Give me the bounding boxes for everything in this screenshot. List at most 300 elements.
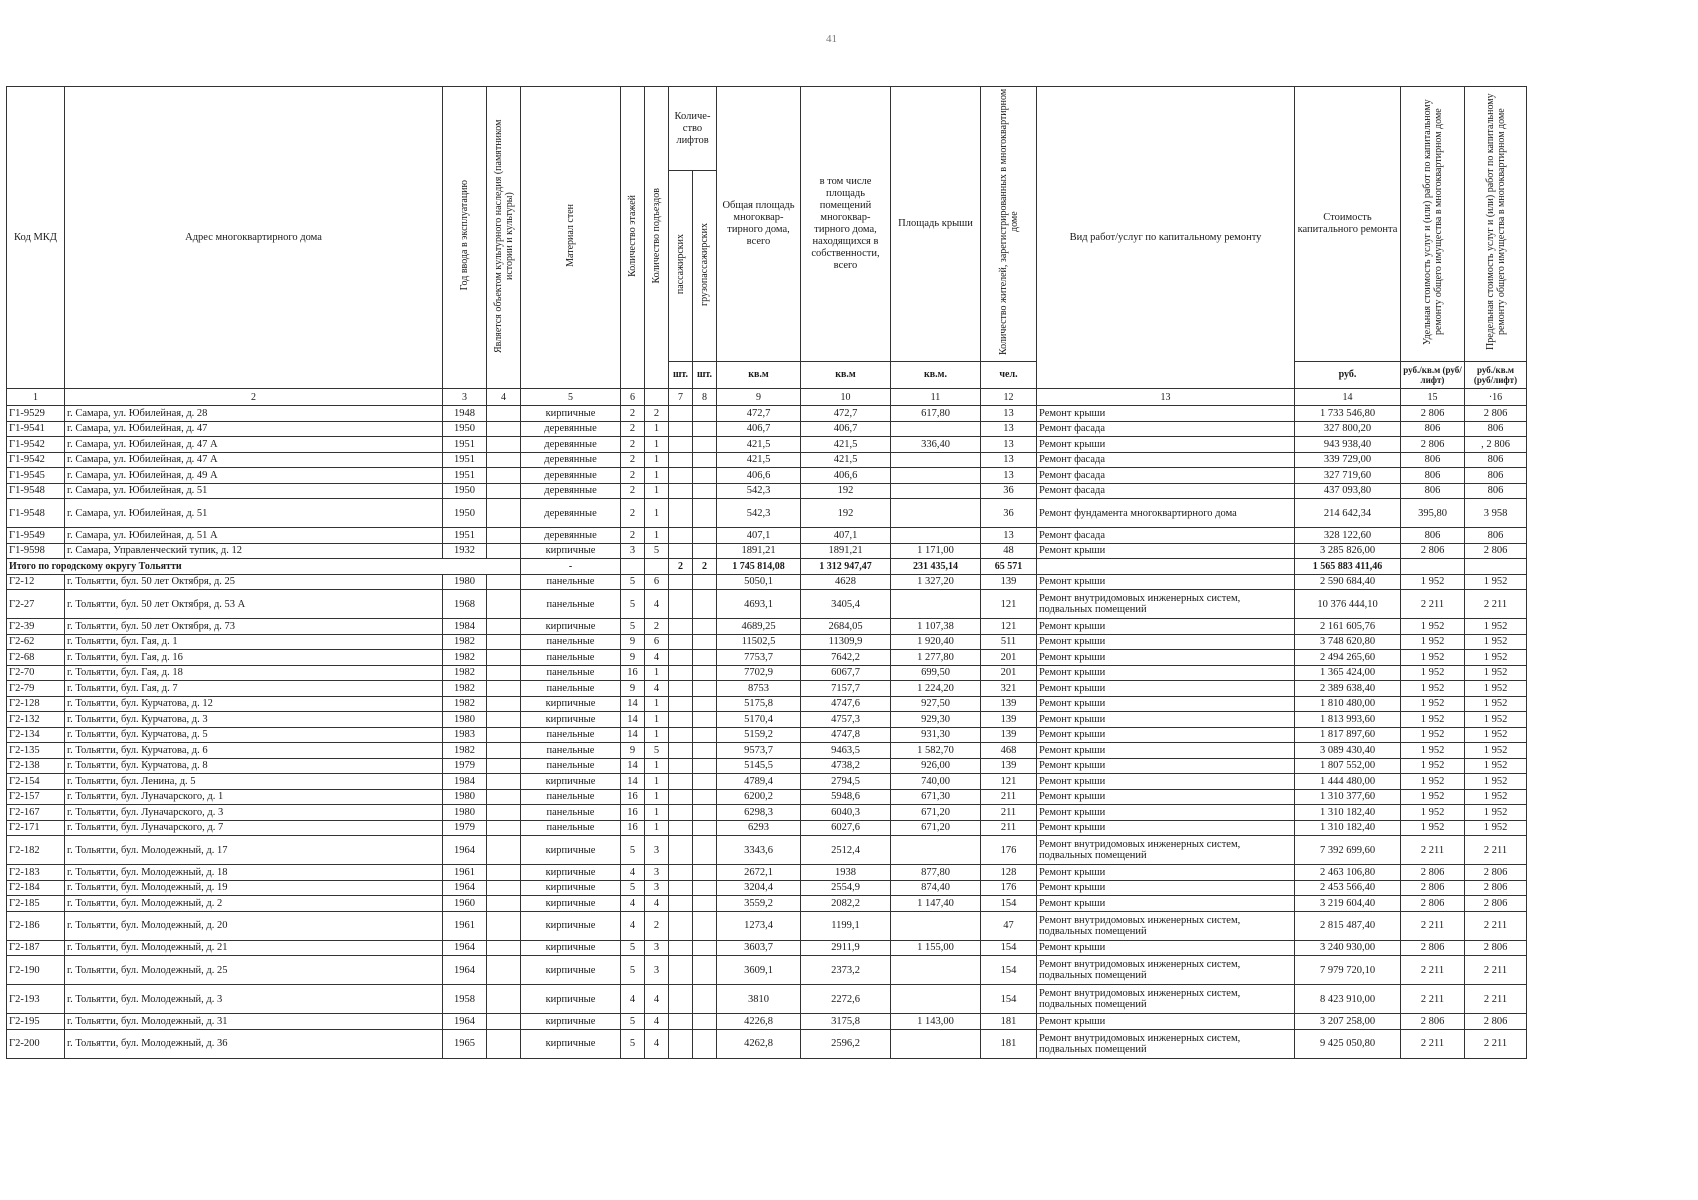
mkd-code-cell: Г2-135 (7, 743, 65, 759)
year-cell: 1950 (443, 483, 487, 499)
floors-cell: 9 (621, 634, 645, 650)
roof-area-cell: 671,20 (891, 805, 981, 821)
address-cell: г. Тольятти, бул. Курчатова, д. 8 (65, 758, 443, 774)
heritage-cell (487, 421, 521, 437)
table-row (7, 758, 1527, 774)
freight-lifts-cell (693, 789, 717, 805)
owned-area-cell: 4747,6 (801, 696, 891, 712)
table-row (7, 681, 1527, 697)
capital-repair-table (6, 86, 1527, 1059)
work-type-cell: Ремонт фасада (1037, 452, 1295, 468)
header-passenger-lifts: пассажирских (669, 171, 693, 362)
table-body (7, 389, 1527, 1059)
roof-area-cell (891, 590, 981, 619)
mkd-code-cell: Г1-9598 (7, 543, 65, 559)
limit-cost-cell: 3 958 (1465, 499, 1527, 528)
limit-cost-cell: , 2 806 (1465, 437, 1527, 453)
col-num: 2 (65, 389, 443, 406)
table-row (7, 619, 1527, 635)
year-cell: 1982 (443, 743, 487, 759)
work-type-cell: Ремонт крыши (1037, 650, 1295, 666)
unit-cost-cell: 1 952 (1401, 650, 1465, 666)
heritage-cell (487, 499, 521, 528)
mkd-code-cell: Г2-68 (7, 650, 65, 666)
col-num: 4 (487, 389, 521, 406)
mkd-code-cell: Г2-185 (7, 896, 65, 912)
total-area-cell: 1273,4 (717, 911, 801, 940)
wall-material-cell: деревянные (521, 437, 621, 453)
floors-cell: 5 (621, 619, 645, 635)
limit-cost-cell: 806 (1465, 421, 1527, 437)
wall-material-cell: кирпичные (521, 774, 621, 790)
passenger-lifts-cell (669, 406, 693, 422)
roof-area-cell: 1 277,80 (891, 650, 981, 666)
total-row (7, 559, 1527, 575)
owned-area-cell: 5948,6 (801, 789, 891, 805)
table-row (7, 499, 1527, 528)
limit-cost-cell: 1 952 (1465, 634, 1527, 650)
freight-lifts-cell (693, 911, 717, 940)
passenger-lifts-cell (669, 985, 693, 1014)
residents-cell: 139 (981, 712, 1037, 728)
unit-cost-cell: 2 806 (1401, 940, 1465, 956)
freight-lifts-cell (693, 406, 717, 422)
year-cell: 1961 (443, 865, 487, 881)
unit-cost-cell: 2 211 (1401, 836, 1465, 865)
table-row (7, 634, 1527, 650)
column-number-row (7, 389, 1527, 406)
freight-lifts-cell (693, 681, 717, 697)
unit-cost-cell: 1 952 (1401, 696, 1465, 712)
year-cell: 1961 (443, 911, 487, 940)
table-row (7, 880, 1527, 896)
header-repair-cost: Стоимость капитального ремонта (1295, 87, 1401, 362)
residents-cell: 211 (981, 789, 1037, 805)
address-cell: г. Тольятти, бул. Молодежный, д. 36 (65, 1029, 443, 1058)
mkd-code-cell: Г2-138 (7, 758, 65, 774)
entrances-cell: 2 (645, 406, 669, 422)
work-type-cell: Ремонт крыши (1037, 665, 1295, 681)
heritage-cell (487, 865, 521, 881)
total-area-cell: 3609,1 (717, 956, 801, 985)
wall-material-cell: кирпичные (521, 696, 621, 712)
header-address: Адрес многоквартирного дома (65, 87, 443, 389)
entrances-cell: 5 (645, 743, 669, 759)
residents-cell: 13 (981, 468, 1037, 484)
total-limit-cell (1465, 559, 1527, 575)
entrances-cell: 1 (645, 712, 669, 728)
owned-area-cell: 4757,3 (801, 712, 891, 728)
entrances-cell: 3 (645, 956, 669, 985)
header-code: Код МКД (7, 87, 65, 389)
roof-area-cell (891, 452, 981, 468)
floors-cell: 9 (621, 743, 645, 759)
total-area-cell: 5175,8 (717, 696, 801, 712)
entrances-cell: 3 (645, 865, 669, 881)
roof-area-cell: 926,00 (891, 758, 981, 774)
address-cell: г. Тольятти, бул. 50 лет Октября, д. 25 (65, 574, 443, 590)
year-cell: 1979 (443, 758, 487, 774)
page-number: 41 (826, 33, 837, 45)
unit-cost-cell: 2 806 (1401, 406, 1465, 422)
year-cell: 1932 (443, 543, 487, 559)
limit-cost-cell: 2 211 (1465, 911, 1527, 940)
mkd-code-cell: Г1-9529 (7, 406, 65, 422)
wall-material-cell: панельные (521, 727, 621, 743)
table-row (7, 911, 1527, 940)
limit-cost-cell: 806 (1465, 483, 1527, 499)
header-lifts: Количе-ство лифтов (669, 87, 717, 171)
year-cell: 1951 (443, 528, 487, 544)
address-cell: г. Тольятти, бул. Луначарского, д. 1 (65, 789, 443, 805)
wall-material-cell: панельные (521, 665, 621, 681)
owned-area-cell: 2512,4 (801, 836, 891, 865)
floors-cell: 5 (621, 590, 645, 619)
residents-cell: 121 (981, 774, 1037, 790)
address-cell: г. Тольятти, бул. Курчатова, д. 12 (65, 696, 443, 712)
residents-cell: 176 (981, 880, 1037, 896)
mkd-code-cell: Г1-9541 (7, 421, 65, 437)
unit-cost-cell: 1 952 (1401, 712, 1465, 728)
wall-material-cell: кирпичные (521, 406, 621, 422)
total-area-cell: 6298,3 (717, 805, 801, 821)
freight-lifts-cell (693, 437, 717, 453)
passenger-lifts-cell (669, 789, 693, 805)
wall-material-cell: кирпичные (521, 985, 621, 1014)
unit-cost-cell: 395,80 (1401, 499, 1465, 528)
limit-cost-cell: 2 806 (1465, 865, 1527, 881)
mkd-code-cell: Г2-70 (7, 665, 65, 681)
passenger-lifts-cell (669, 590, 693, 619)
work-type-cell: Ремонт крыши (1037, 574, 1295, 590)
limit-cost-cell: 1 952 (1465, 696, 1527, 712)
repair-cost-cell: 2 463 106,80 (1295, 865, 1401, 881)
freight-lifts-cell (693, 696, 717, 712)
repair-cost-cell: 8 423 910,00 (1295, 985, 1401, 1014)
heritage-cell (487, 437, 521, 453)
freight-lifts-cell (693, 619, 717, 635)
total-area-cell: 3603,7 (717, 940, 801, 956)
owned-area-cell: 1938 (801, 865, 891, 881)
table-row (7, 574, 1527, 590)
work-type-cell: Ремонт фасада (1037, 528, 1295, 544)
col-num: 12 (981, 389, 1037, 406)
entrances-cell: 1 (645, 499, 669, 528)
heritage-cell (487, 743, 521, 759)
passenger-lifts-cell (669, 650, 693, 666)
owned-area-cell: 2911,9 (801, 940, 891, 956)
wall-material-cell: панельные (521, 743, 621, 759)
work-type-cell: Ремонт фасада (1037, 421, 1295, 437)
col-num: 10 (801, 389, 891, 406)
col-num: 13 (1037, 389, 1295, 406)
entrances-cell: 1 (645, 665, 669, 681)
owned-area-cell: 192 (801, 483, 891, 499)
table-row (7, 820, 1527, 836)
unit-cost-cell: 1 952 (1401, 681, 1465, 697)
roof-area-cell: 617,80 (891, 406, 981, 422)
header-year: Год ввода в эксплуатацию (443, 87, 487, 389)
passenger-lifts-cell (669, 543, 693, 559)
year-cell: 1982 (443, 696, 487, 712)
repair-cost-cell: 10 376 444,10 (1295, 590, 1401, 619)
passenger-lifts-cell (669, 437, 693, 453)
col-num: 11 (891, 389, 981, 406)
repair-cost-cell: 1 810 480,00 (1295, 696, 1401, 712)
year-cell: 1984 (443, 619, 487, 635)
floors-cell: 5 (621, 836, 645, 865)
wall-material-cell: панельные (521, 681, 621, 697)
residents-cell: 121 (981, 590, 1037, 619)
address-cell: г. Тольятти, бул. Гая, д. 16 (65, 650, 443, 666)
floors-cell: 4 (621, 911, 645, 940)
residents-cell: 154 (981, 940, 1037, 956)
heritage-cell (487, 1014, 521, 1030)
passenger-lifts-cell (669, 940, 693, 956)
heritage-cell (487, 758, 521, 774)
work-type-cell: Ремонт крыши (1037, 865, 1295, 881)
residents-cell: 36 (981, 499, 1037, 528)
heritage-cell (487, 896, 521, 912)
unit-cost-cell: 1 952 (1401, 758, 1465, 774)
repair-cost-cell: 2 590 684,40 (1295, 574, 1401, 590)
wall-material-cell: кирпичные (521, 836, 621, 865)
passenger-lifts-cell (669, 727, 693, 743)
address-cell: г. Самара, ул. Юбилейная, д. 28 (65, 406, 443, 422)
year-cell: 1948 (443, 406, 487, 422)
table-row (7, 1014, 1527, 1030)
address-cell: г. Тольятти, бул. Курчатова, д. 5 (65, 727, 443, 743)
year-cell: 1982 (443, 634, 487, 650)
wall-material-cell: кирпичные (521, 896, 621, 912)
table-row (7, 789, 1527, 805)
year-cell: 1951 (443, 437, 487, 453)
total-area-cell: 11502,5 (717, 634, 801, 650)
heritage-cell (487, 985, 521, 1014)
wall-material-cell: кирпичные (521, 1029, 621, 1058)
year-cell: 1950 (443, 499, 487, 528)
heritage-cell (487, 543, 521, 559)
col-num: 14 (1295, 389, 1401, 406)
floors-cell: 14 (621, 712, 645, 728)
table-row (7, 896, 1527, 912)
residents-cell: 154 (981, 896, 1037, 912)
header-unit-cost: Удельная стоимость услуг и (или) работ по капитальному ремонту общего имущества в многоквартирном доме (1401, 87, 1465, 362)
work-type-cell: Ремонт крыши (1037, 805, 1295, 821)
table-row (7, 696, 1527, 712)
mkd-code-cell: Г2-195 (7, 1014, 65, 1030)
heritage-cell (487, 774, 521, 790)
work-type-cell: Ремонт крыши (1037, 727, 1295, 743)
total-entrances-cell (645, 559, 669, 575)
entrances-cell: 4 (645, 590, 669, 619)
entrances-cell: 3 (645, 880, 669, 896)
year-cell: 1951 (443, 452, 487, 468)
unit-owned-area: кв.м (801, 362, 891, 389)
unit-lifts-g: шт. (693, 362, 717, 389)
residents-cell: 211 (981, 820, 1037, 836)
repair-cost-cell: 3 240 930,00 (1295, 940, 1401, 956)
work-type-cell: Ремонт крыши (1037, 634, 1295, 650)
floors-cell: 2 (621, 406, 645, 422)
repair-cost-cell: 1 310 182,40 (1295, 820, 1401, 836)
residents-cell: 181 (981, 1014, 1037, 1030)
residents-cell: 154 (981, 956, 1037, 985)
unit-cost-cell: 2 806 (1401, 437, 1465, 453)
mkd-code-cell: Г2-182 (7, 836, 65, 865)
roof-area-cell (891, 1029, 981, 1058)
year-cell: 1958 (443, 985, 487, 1014)
unit-cost-cell: 2 806 (1401, 896, 1465, 912)
address-cell: г. Тольятти, бул. Гая, д. 1 (65, 634, 443, 650)
entrances-cell: 6 (645, 634, 669, 650)
heritage-cell (487, 789, 521, 805)
residents-cell: 36 (981, 483, 1037, 499)
year-cell: 1964 (443, 836, 487, 865)
roof-area-cell: 699,50 (891, 665, 981, 681)
freight-lifts-cell (693, 985, 717, 1014)
year-cell: 1980 (443, 712, 487, 728)
passenger-lifts-cell (669, 468, 693, 484)
wall-material-cell: панельные (521, 650, 621, 666)
year-cell: 1982 (443, 650, 487, 666)
address-cell: г. Самара, ул. Юбилейная, д. 47 (65, 421, 443, 437)
passenger-lifts-cell (669, 743, 693, 759)
repair-cost-cell: 1 817 897,60 (1295, 727, 1401, 743)
passenger-lifts-cell (669, 836, 693, 865)
wall-material-cell: панельные (521, 789, 621, 805)
freight-lifts-cell (693, 528, 717, 544)
limit-cost-cell: 2 806 (1465, 406, 1527, 422)
entrances-cell: 1 (645, 421, 669, 437)
roof-area-cell (891, 956, 981, 985)
limit-cost-cell: 2 806 (1465, 880, 1527, 896)
limit-cost-cell: 1 952 (1465, 574, 1527, 590)
mkd-code-cell: Г2-171 (7, 820, 65, 836)
work-type-cell: Ремонт крыши (1037, 619, 1295, 635)
total-area-cell: 5145,5 (717, 758, 801, 774)
limit-cost-cell: 2 806 (1465, 543, 1527, 559)
floors-cell: 3 (621, 543, 645, 559)
heritage-cell (487, 590, 521, 619)
owned-area-cell: 6027,6 (801, 820, 891, 836)
total-residents-sum: 65 571 (981, 559, 1037, 575)
residents-cell: 13 (981, 437, 1037, 453)
total-area-cell: 5170,4 (717, 712, 801, 728)
col-num (645, 389, 669, 406)
roof-area-cell: 927,50 (891, 696, 981, 712)
table-row (7, 727, 1527, 743)
col-num: 3 (443, 389, 487, 406)
freight-lifts-cell (693, 590, 717, 619)
mkd-code-cell: Г2-187 (7, 940, 65, 956)
residents-cell: 211 (981, 805, 1037, 821)
heritage-cell (487, 805, 521, 821)
passenger-lifts-cell (669, 681, 693, 697)
mkd-code-cell: Г1-9549 (7, 528, 65, 544)
entrances-cell: 1 (645, 758, 669, 774)
total-area-cell: 1891,21 (717, 543, 801, 559)
table-row (7, 543, 1527, 559)
work-type-cell: Ремонт крыши (1037, 758, 1295, 774)
entrances-cell: 4 (645, 650, 669, 666)
owned-area-cell: 6067,7 (801, 665, 891, 681)
year-cell: 1968 (443, 590, 487, 619)
mkd-code-cell: Г2-128 (7, 696, 65, 712)
repair-cost-cell: 3 219 604,40 (1295, 896, 1401, 912)
floors-cell: 16 (621, 805, 645, 821)
unit-cost-cell: 2 806 (1401, 880, 1465, 896)
passenger-lifts-cell (669, 911, 693, 940)
total-freight-lifts: 2 (693, 559, 717, 575)
table-row (7, 805, 1527, 821)
total-area-cell: 5159,2 (717, 727, 801, 743)
total-area-cell: 407,1 (717, 528, 801, 544)
total-area-cell: 5050,1 (717, 574, 801, 590)
repair-cost-cell: 2 453 566,40 (1295, 880, 1401, 896)
heritage-cell (487, 634, 521, 650)
wall-material-cell: кирпичные (521, 940, 621, 956)
floors-cell: 5 (621, 940, 645, 956)
mkd-code-cell: Г2-193 (7, 985, 65, 1014)
roof-area-cell (891, 985, 981, 1014)
table-row (7, 665, 1527, 681)
limit-cost-cell: 1 952 (1465, 727, 1527, 743)
floors-cell: 2 (621, 437, 645, 453)
owned-area-cell: 2684,05 (801, 619, 891, 635)
work-type-cell: Ремонт крыши (1037, 681, 1295, 697)
total-area-cell: 4262,8 (717, 1029, 801, 1058)
roof-area-cell: 877,80 (891, 865, 981, 881)
residents-cell: 176 (981, 836, 1037, 865)
heritage-cell (487, 727, 521, 743)
unit-cost-cell: 1 952 (1401, 774, 1465, 790)
year-cell: 1964 (443, 880, 487, 896)
unit-cost-cell: 2 211 (1401, 911, 1465, 940)
heritage-cell (487, 528, 521, 544)
floors-cell: 5 (621, 1014, 645, 1030)
floors-cell: 14 (621, 727, 645, 743)
floors-cell: 16 (621, 820, 645, 836)
unit-cost-cell: 1 952 (1401, 665, 1465, 681)
passenger-lifts-cell (669, 528, 693, 544)
repair-cost-cell: 339 729,00 (1295, 452, 1401, 468)
total-area-cell: 406,6 (717, 468, 801, 484)
wall-material-cell: кирпичные (521, 880, 621, 896)
roof-area-cell: 1 582,70 (891, 743, 981, 759)
unit-cost: руб. (1295, 362, 1401, 389)
heritage-cell (487, 880, 521, 896)
floors-cell: 5 (621, 956, 645, 985)
header-owned-area: в том числе площадь помещений многоквар-тирного дома, находящихся в собственности, всего (801, 87, 891, 362)
entrances-cell: 4 (645, 681, 669, 697)
unit-cost-cell: 2 806 (1401, 1014, 1465, 1030)
floors-cell: 16 (621, 789, 645, 805)
total-label: Итого по городскому округу Тольятти (7, 559, 521, 575)
address-cell: г. Самара, ул. Юбилейная, д. 47 А (65, 452, 443, 468)
col-num: 8 (693, 389, 717, 406)
mkd-code-cell: Г2-200 (7, 1029, 65, 1058)
mkd-code-cell: Г2-27 (7, 590, 65, 619)
table-row (7, 452, 1527, 468)
floors-cell: 5 (621, 574, 645, 590)
mkd-code-cell: Г2-184 (7, 880, 65, 896)
repair-cost-cell: 1 733 546,80 (1295, 406, 1401, 422)
mkd-code-cell: Г2-39 (7, 619, 65, 635)
total-work-cell (1037, 559, 1295, 575)
floors-cell: 2 (621, 499, 645, 528)
unit-cost-cell: 806 (1401, 528, 1465, 544)
